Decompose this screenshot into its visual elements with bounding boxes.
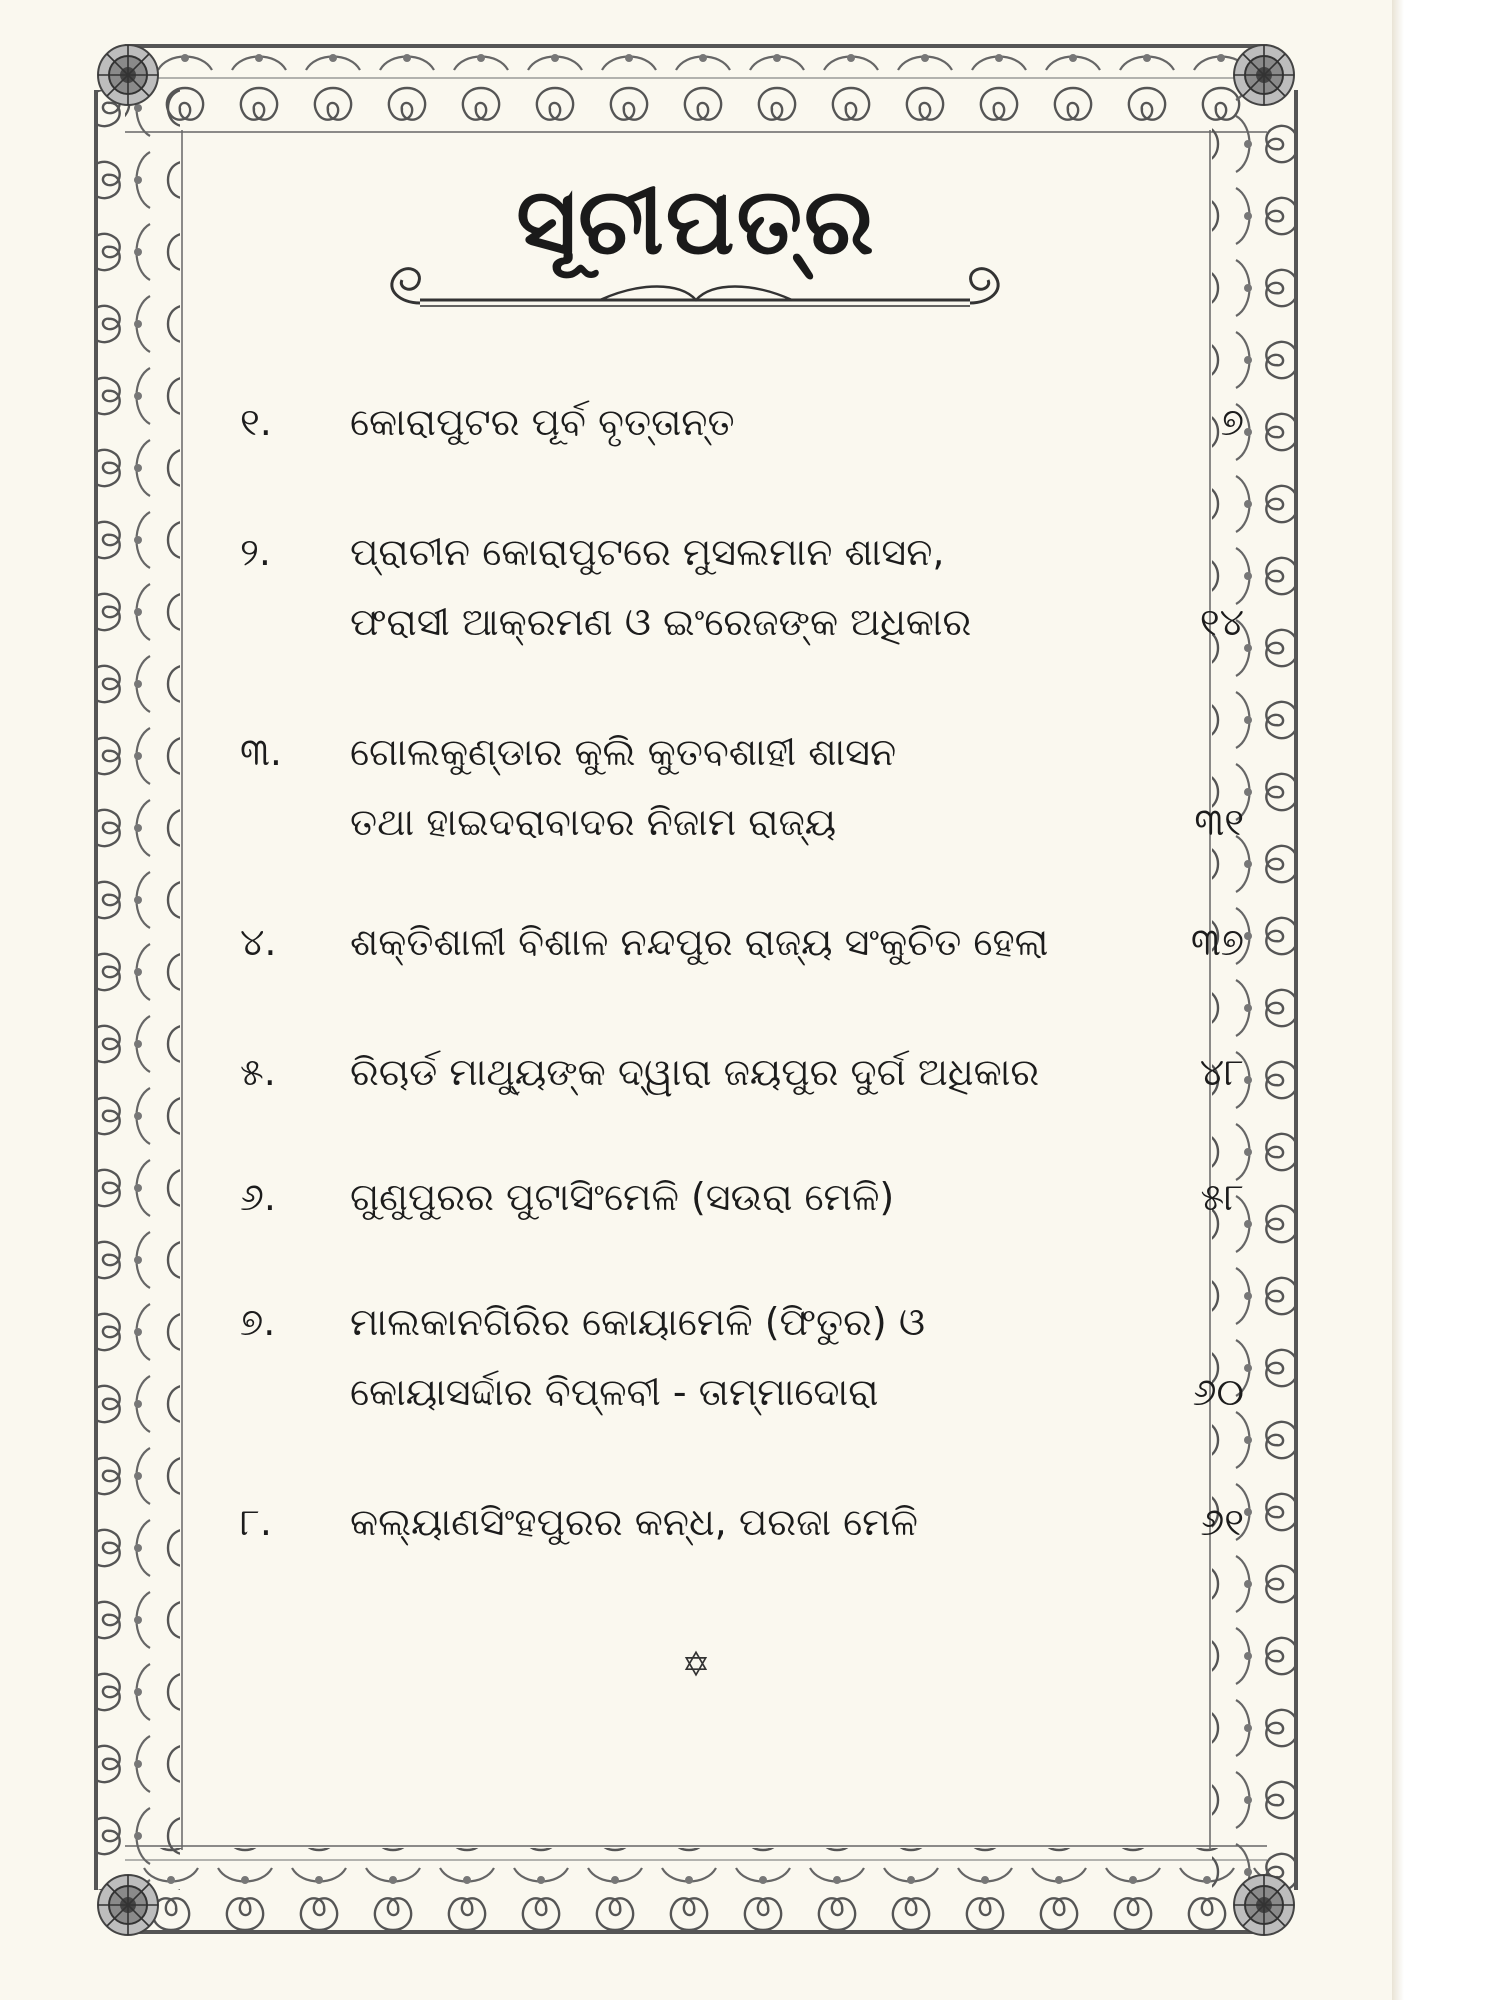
entry-page-number: ୩୧ [1194, 800, 1244, 844]
entry-title-line: ଗୋଲକୁଣ୍ଡାର କୁଲି କୁତବଶାହୀ ଶାସନ [350, 730, 897, 774]
entry-page-number: ୬୧ [1200, 1500, 1244, 1544]
entry-title-line: ରିଚାର୍ଡ ମାଥ୍ୟୁଙ୍କ ଦ୍ୱାରା ଜୟପୁର ଦୁର୍ଗ ଅଧିକାର [350, 1050, 1040, 1094]
entry-title-line: ମାଲକାନଗିରିର କୋୟାମେଳି (ଫିତୁର) ଓ [350, 1300, 926, 1344]
entry-title-line: ପ୍ରାଚୀନ କୋରାପୁଟରେ ମୁସଲମାନ ଶାସନ, [350, 530, 945, 574]
page-title: ସୂଚୀପତ୍ର [516, 168, 876, 275]
entry-page-number: ୬୦ [1192, 1370, 1244, 1414]
entry-page-number: ୪୮ [1199, 1050, 1244, 1094]
entry-number: ୮. [240, 1500, 272, 1544]
entry-title-line: ଗୁଣୁପୁରର ପୁଟାସିଂମେଳି (ସଉରା ମେଳି) [350, 1175, 895, 1219]
entry-title-line: କୋରାପୁଟର ପୂର୍ବ ବୃତ୍ତାନ୍ତ [350, 400, 735, 444]
entry-page-number: ୧୪ [1199, 600, 1244, 644]
entry-number: ୪. [240, 920, 277, 964]
entry-page-number: ୭ [1220, 400, 1244, 444]
entry-number: ୧. [240, 400, 272, 444]
entry-number: ୫. [240, 1050, 276, 1094]
entry-title-line: ଶକ୍ତିଶାଳୀ ବିଶାଳ ନନ୍ଦପୁର ରାଜ୍ୟ ସଂକୁଚିତ ହେଲା [350, 920, 1049, 964]
end-star-icon: ✡ [681, 1645, 711, 1685]
entry-title-line: କୋୟାସର୍ଦ୍ଦାର ବିପ୍ଳବୀ - ତାମ୍ମାଦୋରା [350, 1370, 879, 1414]
entry-number: ୨. [240, 530, 272, 574]
entry-number: ୬. [240, 1175, 276, 1219]
entry-page-number: ୩୭ [1190, 920, 1244, 964]
page-edge-shadow [1392, 0, 1404, 2000]
entry-title-line: ଫରାସୀ ଆକ୍ରମଣ ଓ ଇଂରେଜଙ୍କ ଅଧିକାର [350, 600, 972, 644]
entry-title-line: ତଥା ହାଇଦରାବାଦର ନିଜାମ ରାଜ୍ୟ [350, 800, 837, 844]
entry-number: ୩. [240, 730, 282, 774]
entry-title-line: କଲ୍ୟାଣସିଂହପୁରର କନ୍ଧ, ପରଜା ମେଳି [350, 1500, 918, 1544]
entry-page-number: ୫୮ [1200, 1175, 1244, 1219]
entry-number: ୭. [240, 1300, 276, 1344]
